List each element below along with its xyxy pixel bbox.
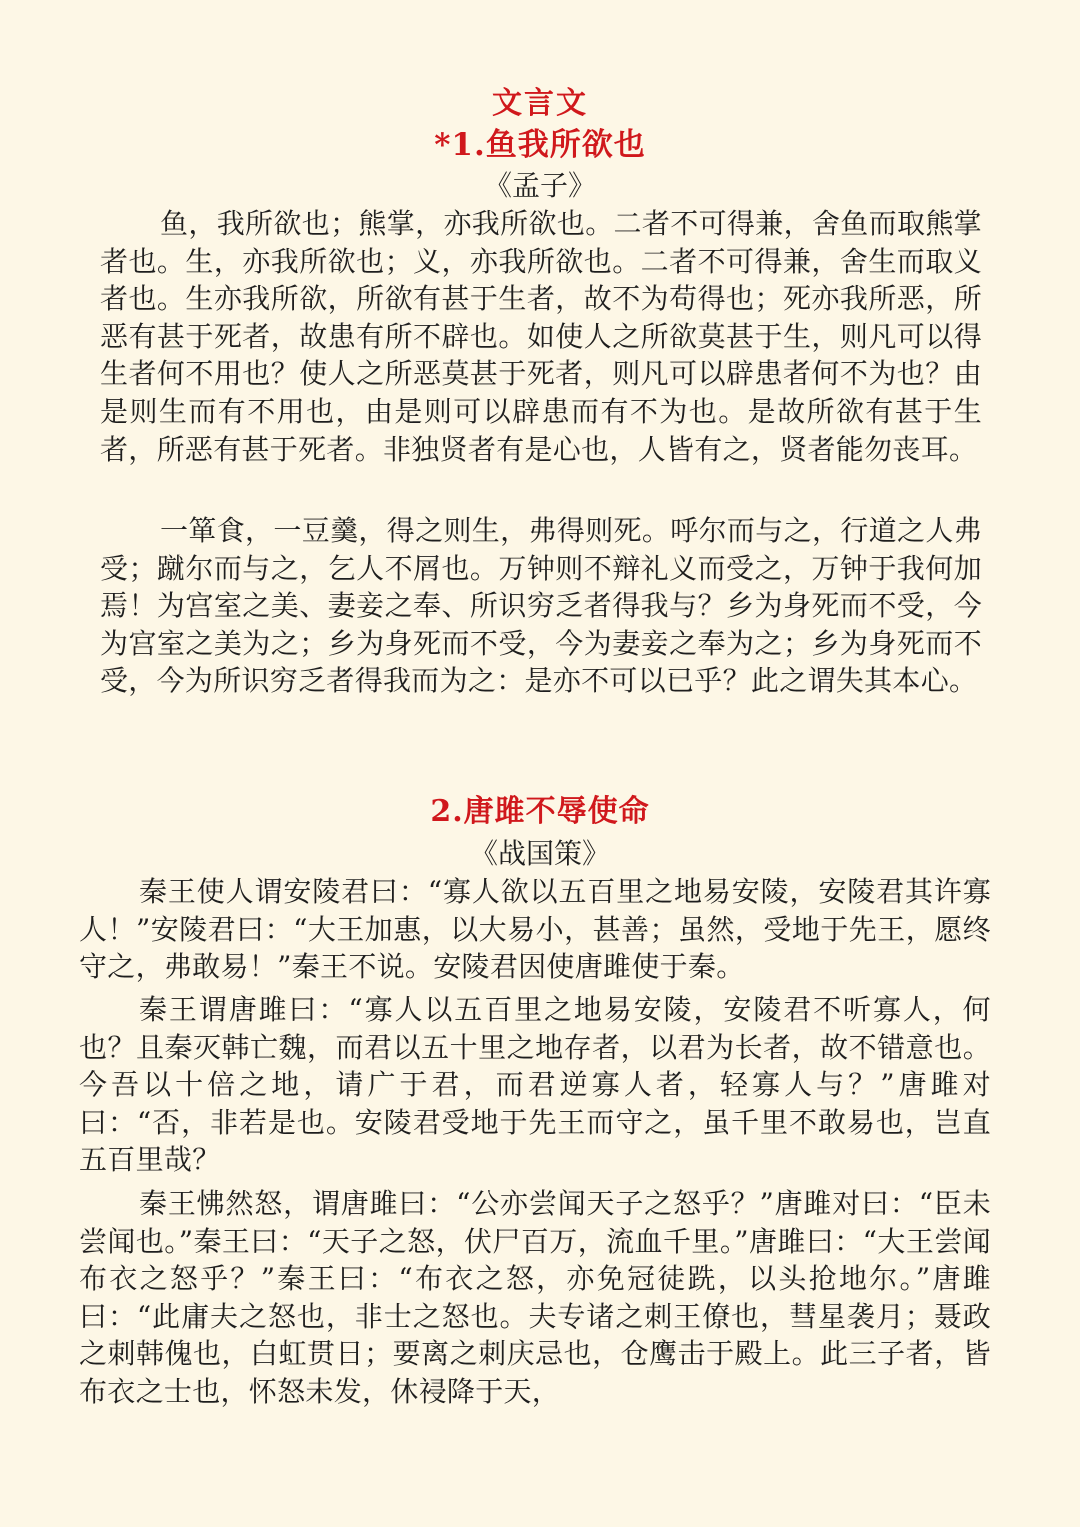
section-title: 文言文 xyxy=(492,86,588,121)
article-2-paragraph-3: 秦王怫然怒，谓唐雎曰：“公亦尝闻天子之怒乎？”唐雎对曰：“臣未尝闻也。”秦王曰：“天子之怒，伏尸百万，流血千里。”唐雎曰：“大王尝闻布衣之怒乎？”秦王曰：“布衣之怒，亦免冠徒跣，以头抢地尔。”唐雎曰：“此庸夫之怒也，非士之怒也。夫专诸之刺王僚也，彗星袭月；聂政之刺韩傀也，白虹贯日；要离之刺庆忌也，仓鹰击于殿上。此三子者，皆布衣之士也，怀怒未发，休祲降于天， xyxy=(79,1187,991,1408)
article-2-title: 2.唐雎不辱使命 xyxy=(430,794,650,829)
article-1-title: *1.鱼我所欲也 xyxy=(434,127,646,163)
article-2-paragraph-2: 秦王谓唐雎曰：“寡人以五百里之地易安陵，安陵君不听寡人，何也？且秦灭韩亡魏，而君以五十里之地存者，以君为长者，故不错意也。今吾以十倍之地，请广于君，而君逆寡人者，轻寡人与？”唐雎对曰：“否，非若是也。安陵君受地于先王而守之，虽千里不敢易也，岂直五百里哉？ xyxy=(79,993,991,1177)
article-2-source: 《战国策》 xyxy=(469,837,610,870)
article-2-paragraph-1: 秦王使人谓安陵君曰：“寡人欲以五百里之地易安陵，安陵君其许寡人！”安陵君曰：“大王加惠，以大易小，甚善；虽然，受地于先王，愿终守之，弗敢易！”秦王不说。安陵君因使唐雎使于秦。 xyxy=(79,875,991,984)
article-1-paragraph-2: 一箪食，一豆羹，得之则生，弗得则死。呼尔而与之，行道之人弗受；蹴尔而与之，乞人不屑也。万钟则不辩礼义而受之，万钟于我何加焉！为宫室之美、妻妾之奉、所识穷乏者得我与？乡为身死而不受，今为宫室之美为之；乡为身死而不受，今为妻妾之奉为之；乡为身死而不受，今为所识穷乏者得我而为之：是亦不可以已乎？此之谓失其本心。 xyxy=(100,514,982,698)
article-1-paragraph-1: 鱼，我所欲也；熊掌，亦我所欲也。二者不可得兼，舍鱼而取熊掌者也。生，亦我所欲也；义，亦我所欲也。二者不可得兼，舍生而取义者也。生亦我所欲，所欲有甚于生者，故不为苟得也；死亦我所恶，所恶有甚于死者，故患有所不辟也。如使人之所欲莫甚于生，则凡可以得生者何不用也？使人之所恶莫甚于死者，则凡可以辟患者何不为也？由是则生而有不用也，由是则可以辟患而有不为也。是故所欲有甚于生者，所恶有甚于死者。非独贤者有是心也，人皆有之，贤者能勿丧耳。 xyxy=(100,207,982,466)
article-1-source: 《孟子》 xyxy=(483,169,596,202)
